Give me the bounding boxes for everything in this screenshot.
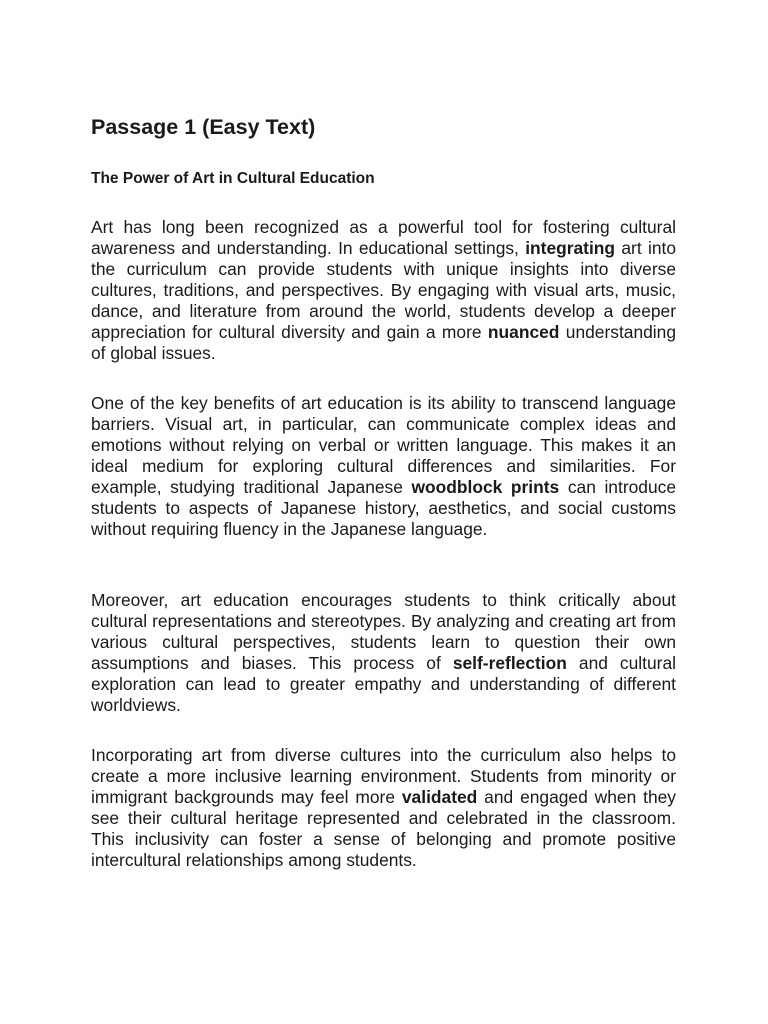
paragraph-2: [91, 393, 676, 540]
paragraph-text: and cultural exploration can lead to greater empathy and understanding of different worldviews.: [91, 653, 676, 715]
passage-title: Passage 1 (Easy Text): [91, 115, 316, 139]
paragraph-text: can introduce students to aspects of Japanese history, aesthetics, and social customs without requiring fluency in the Japanese language.: [91, 477, 676, 539]
paragraph-text: art into the curriculum can provide students with unique insights into diverse cultures, traditions, and perspectives. By engaging with visual arts, music, dance, and literature from around the world, students develop a deeper appreciation for cultural diversity and gain a more: [91, 238, 676, 342]
paragraph-text: One of the key benefits of art education is its ability to transcend language barriers. Visual art, in particular, can communicate complex ideas and emotions without relying on verbal or written language. This makes it an ideal medium for exploring cultural differences and similarities. For example, studying traditional Japanese: [91, 393, 676, 497]
paragraph-text: and engaged when they see their cultural heritage represented and celebrated in the classroom. This inclusivity can foster a sense of belonging and promote positive intercultural relationships among students.: [91, 787, 677, 870]
paragraph-3: [91, 590, 676, 716]
paragraph-4: [91, 745, 676, 871]
paragraph-text: Incorporating art from diverse cultures into the curriculum also helps to create a more inclusive learning environment. Students from minority or immigrant backgrounds may feel more: [91, 745, 676, 807]
paragraph-text: understanding of global issues.: [91, 322, 677, 363]
key-term-nuanced: nuanced: [487, 322, 560, 342]
key-term-validated: validated: [401, 787, 478, 807]
paragraph-text: Moreover, art education encourages students to think critically about cultural representations and stereotypes. By analyzing and creating art from various cultural perspectives, students learn to question their own assumptions and biases. This process of: [91, 590, 676, 673]
key-term-woodblock-prints: woodblock prints: [411, 477, 560, 497]
paragraph-text: Art has long been recognized as a powerful tool for fostering cultural awareness and understanding. In educational settings,: [91, 217, 676, 258]
key-term-integrating: integrating: [525, 238, 616, 258]
key-term-self-reflection: self-reflection: [452, 653, 567, 673]
passage-subtitle: The Power of Art in Cultural Education: [91, 170, 375, 187]
paragraph-1: [91, 217, 676, 364]
